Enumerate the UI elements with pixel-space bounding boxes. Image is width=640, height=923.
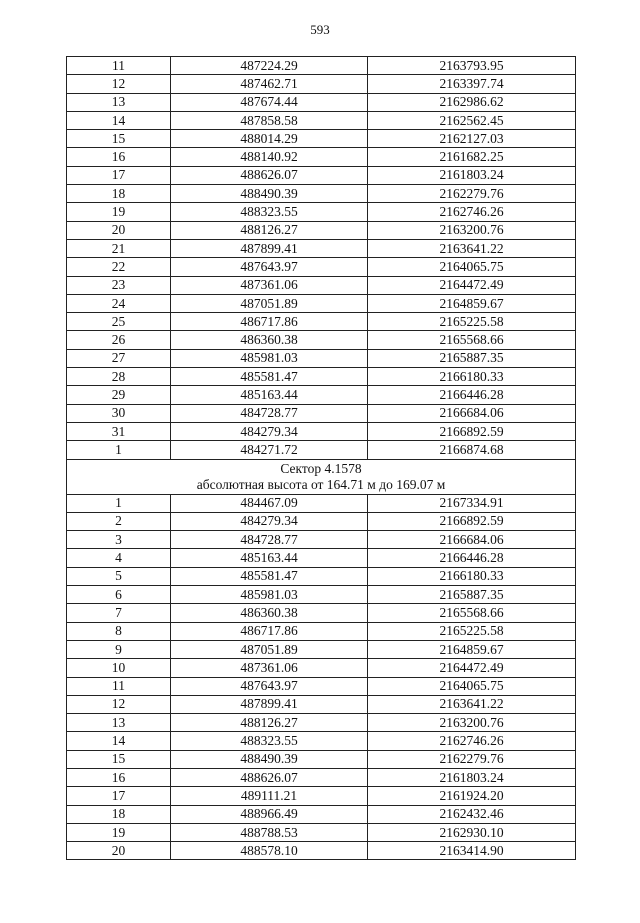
x-coordinate-cell: 487643.97 [171,258,368,276]
y-coordinate-cell: 2163200.76 [368,221,576,239]
x-coordinate-cell: 488626.07 [171,768,368,786]
x-coordinate-cell: 487899.41 [171,695,368,713]
table-row [67,130,576,148]
y-coordinate-cell: 2161924.20 [368,787,576,805]
y-coordinate-cell: 2163200.76 [368,714,576,732]
y-coordinate-cell: 2162746.26 [368,732,576,750]
y-coordinate-cell: 2166446.28 [368,549,576,567]
table-row [67,294,576,312]
y-coordinate-cell: 2163793.95 [368,57,576,75]
table-row [67,586,576,604]
sector-subtitle: абсолютная высота от 164.71 м до 169.07 м [196,477,446,493]
table-row [67,677,576,695]
y-coordinate-cell: 2163397.74 [368,75,576,93]
y-coordinate-cell: 2166684.06 [368,404,576,422]
table-row [67,622,576,640]
x-coordinate-cell: 487674.44 [171,93,368,111]
point-number-cell: 17 [67,166,171,184]
y-coordinate-cell: 2162986.62 [368,93,576,111]
table-row [67,368,576,386]
table-row [67,750,576,768]
x-coordinate-cell: 485581.47 [171,368,368,386]
x-coordinate-cell: 487361.06 [171,659,368,677]
x-coordinate-cell: 487643.97 [171,677,368,695]
y-coordinate-cell: 2166446.28 [368,386,576,404]
point-number-cell: 23 [67,276,171,294]
x-coordinate-cell: 486717.86 [171,622,368,640]
point-number-cell: 19 [67,203,171,221]
table-row [67,512,576,530]
x-coordinate-cell: 488626.07 [171,166,368,184]
y-coordinate-cell: 2165225.58 [368,313,576,331]
table-row [67,111,576,129]
y-coordinate-cell: 2164065.75 [368,677,576,695]
point-number-cell: 28 [67,368,171,386]
table-row [67,805,576,823]
x-coordinate-cell: 488490.39 [171,185,368,203]
y-coordinate-cell: 2166180.33 [368,567,576,585]
x-coordinate-cell: 487224.29 [171,57,368,75]
point-number-cell: 16 [67,768,171,786]
table-row [67,185,576,203]
y-coordinate-cell: 2162127.03 [368,130,576,148]
point-number-cell: 5 [67,567,171,585]
x-coordinate-cell: 488578.10 [171,842,368,860]
x-coordinate-cell: 488126.27 [171,221,368,239]
point-number-cell: 18 [67,805,171,823]
y-coordinate-cell: 2162930.10 [368,823,576,841]
y-coordinate-cell: 2166892.59 [368,512,576,530]
point-number-cell: 6 [67,586,171,604]
y-coordinate-cell: 2162279.76 [368,750,576,768]
point-number-cell: 12 [67,695,171,713]
y-coordinate-cell: 2164472.49 [368,659,576,677]
x-coordinate-cell: 488323.55 [171,203,368,221]
point-number-cell: 12 [67,75,171,93]
table-row [67,604,576,622]
point-number-cell: 13 [67,93,171,111]
table-row [67,313,576,331]
y-coordinate-cell: 2163641.22 [368,239,576,257]
y-coordinate-cell: 2167334.91 [368,494,576,512]
point-number-cell: 18 [67,185,171,203]
point-number-cell: 3 [67,531,171,549]
point-number-cell: 16 [67,148,171,166]
point-number-cell: 19 [67,823,171,841]
table-row [67,386,576,404]
table-row [67,203,576,221]
table-body-prev-sector [67,57,576,460]
table-row [67,768,576,786]
point-number-cell: 25 [67,313,171,331]
sector-header-cell [67,459,576,494]
point-number-cell: 4 [67,549,171,567]
y-coordinate-cell: 2164065.75 [368,258,576,276]
x-coordinate-cell: 484279.34 [171,512,368,530]
x-coordinate-cell: 486360.38 [171,604,368,622]
x-coordinate-cell: 488140.92 [171,148,368,166]
table-row [67,93,576,111]
y-coordinate-cell: 2166684.06 [368,531,576,549]
point-number-cell: 8 [67,622,171,640]
point-number-cell: 22 [67,258,171,276]
sector-header-row [67,459,576,494]
x-coordinate-cell: 488126.27 [171,714,368,732]
table-row [67,221,576,239]
point-number-cell: 15 [67,750,171,768]
table-row [67,75,576,93]
x-coordinate-cell: 486717.86 [171,313,368,331]
x-coordinate-cell: 484279.34 [171,422,368,440]
table-row [67,148,576,166]
y-coordinate-cell: 2165568.66 [368,604,576,622]
x-coordinate-cell: 485981.03 [171,349,368,367]
point-number-cell: 13 [67,714,171,732]
point-number-cell: 20 [67,842,171,860]
table-row [67,823,576,841]
table-row [67,276,576,294]
y-coordinate-cell: 2166892.59 [368,422,576,440]
point-number-cell: 1 [67,441,171,459]
y-coordinate-cell: 2165887.35 [368,349,576,367]
point-number-cell: 24 [67,294,171,312]
table-row [67,640,576,658]
x-coordinate-cell: 488014.29 [171,130,368,148]
y-coordinate-cell: 2166874.68 [368,441,576,459]
x-coordinate-cell: 485163.44 [171,386,368,404]
table-row [67,531,576,549]
point-number-cell: 11 [67,57,171,75]
point-number-cell: 2 [67,512,171,530]
y-coordinate-cell: 2164859.67 [368,294,576,312]
x-coordinate-cell: 488966.49 [171,805,368,823]
x-coordinate-cell: 484467.09 [171,494,368,512]
point-number-cell: 20 [67,221,171,239]
y-coordinate-cell: 2162279.76 [368,185,576,203]
y-coordinate-cell: 2165225.58 [368,622,576,640]
y-coordinate-cell: 2164472.49 [368,276,576,294]
table-row [67,441,576,459]
sector-header [67,459,576,494]
x-coordinate-cell: 487051.89 [171,640,368,658]
point-number-cell: 15 [67,130,171,148]
table-row [67,422,576,440]
table-body-sector [67,494,576,860]
y-coordinate-cell: 2161803.24 [368,768,576,786]
sector-title: Сектор 4.1578 [280,461,362,477]
point-number-cell: 1 [67,494,171,512]
table-row [67,549,576,567]
x-coordinate-cell: 485163.44 [171,549,368,567]
x-coordinate-cell: 485981.03 [171,586,368,604]
table-row [67,732,576,750]
y-coordinate-cell: 2164859.67 [368,640,576,658]
y-coordinate-cell: 2163414.90 [368,842,576,860]
point-number-cell: 27 [67,349,171,367]
x-coordinate-cell: 486360.38 [171,331,368,349]
x-coordinate-cell: 489111.21 [171,787,368,805]
x-coordinate-cell: 487858.58 [171,111,368,129]
point-number-cell: 7 [67,604,171,622]
x-coordinate-cell: 488490.39 [171,750,368,768]
table-row [67,567,576,585]
x-coordinate-cell: 484728.77 [171,531,368,549]
point-number-cell: 29 [67,386,171,404]
y-coordinate-cell: 2161803.24 [368,166,576,184]
y-coordinate-cell: 2162562.45 [368,111,576,129]
table-row [67,349,576,367]
page-number: 593 [310,22,330,37]
point-number-cell: 14 [67,732,171,750]
table-row [67,166,576,184]
x-coordinate-cell: 488323.55 [171,732,368,750]
y-coordinate-cell: 2165887.35 [368,586,576,604]
x-coordinate-cell: 484271.72 [171,441,368,459]
y-coordinate-cell: 2165568.66 [368,331,576,349]
y-coordinate-cell: 2166180.33 [368,368,576,386]
table-row [67,787,576,805]
table-row [67,57,576,75]
point-number-cell: 21 [67,239,171,257]
table-row [67,331,576,349]
table-row [67,842,576,860]
table-row [67,714,576,732]
y-coordinate-cell: 2162746.26 [368,203,576,221]
x-coordinate-cell: 487051.89 [171,294,368,312]
point-number-cell: 26 [67,331,171,349]
x-coordinate-cell: 487462.71 [171,75,368,93]
point-number-cell: 14 [67,111,171,129]
x-coordinate-cell: 484728.77 [171,404,368,422]
y-coordinate-cell: 2163641.22 [368,695,576,713]
point-number-cell: 31 [67,422,171,440]
table-row [67,659,576,677]
table-row [67,239,576,257]
point-number-cell: 9 [67,640,171,658]
point-number-cell: 17 [67,787,171,805]
y-coordinate-cell: 2161682.25 [368,148,576,166]
coordinates-table [66,56,576,860]
table-row [67,695,576,713]
point-number-cell: 30 [67,404,171,422]
y-coordinate-cell: 2162432.46 [368,805,576,823]
x-coordinate-cell: 487899.41 [171,239,368,257]
x-coordinate-cell: 487361.06 [171,276,368,294]
table-row [67,404,576,422]
x-coordinate-cell: 488788.53 [171,823,368,841]
x-coordinate-cell: 485581.47 [171,567,368,585]
table-row [67,258,576,276]
point-number-cell: 11 [67,677,171,695]
table-row [67,494,576,512]
point-number-cell: 10 [67,659,171,677]
